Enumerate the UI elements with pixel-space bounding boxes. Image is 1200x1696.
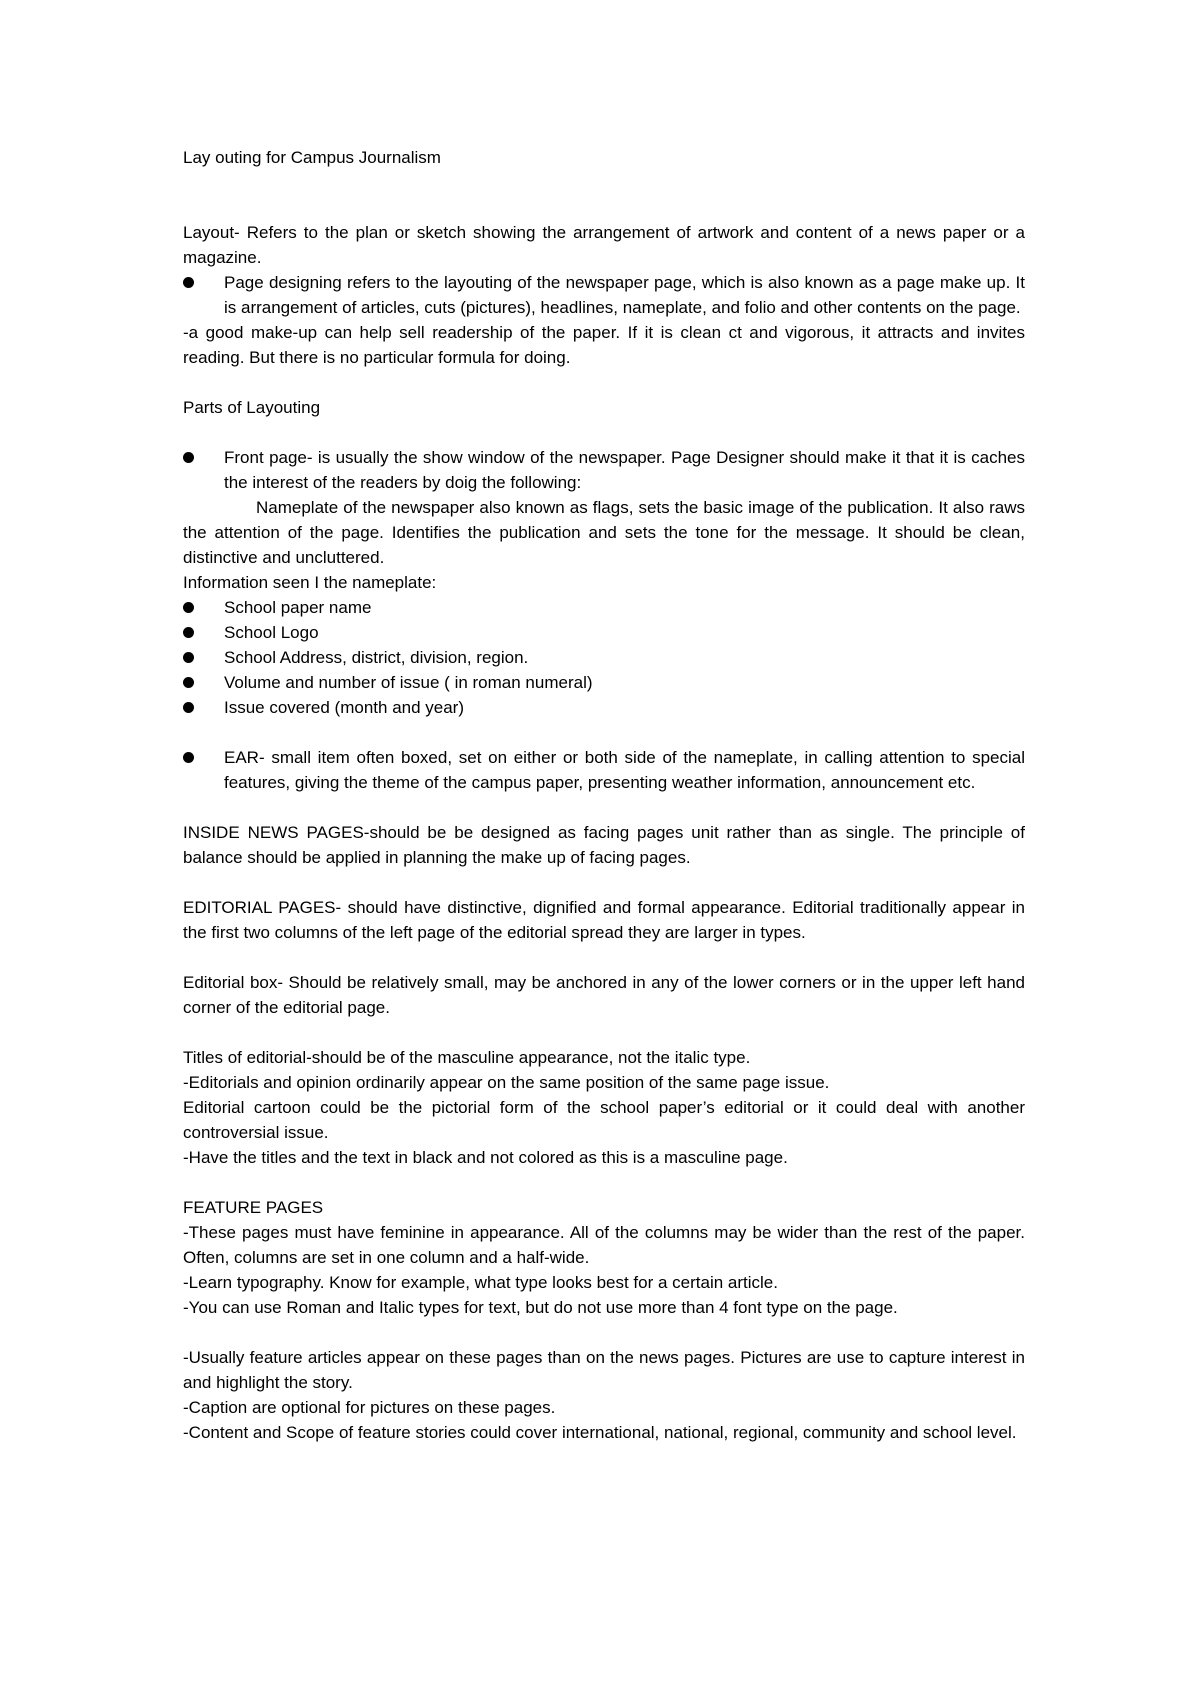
bullet-icon — [183, 752, 194, 763]
editorial-titles-line: Titles of editorial-should be of the masculine appearance, not the italic type. — [183, 1048, 751, 1067]
feature-line: -Usually feature articles appear on these pages than on the news pages. Pictures are use to capture interest in and highlight the story. — [183, 1348, 1025, 1392]
nameplate-item: School Logo — [224, 623, 319, 642]
bullet-icon — [183, 652, 194, 663]
bullet-icon — [183, 277, 194, 288]
bullet-icon — [183, 602, 194, 613]
editorial-titles-line: -Editorials and opinion ordinarily appear on the same position of the same page issue. — [183, 1073, 830, 1092]
ear-list — [183, 745, 1025, 795]
editorial-pages-paragraph: EDITORIAL PAGES- should have distinctive, dignified and formal appearance. Editorial traditionally appear in the first two columns of the left page of the editorial spread they are larger in types. — [183, 898, 1025, 942]
front-page-list — [183, 445, 1025, 495]
layout-definition: Layout- Refers to the plan or sketch showing the arrangement of artwork and content of a news paper or a magazine. — [183, 223, 1025, 267]
list-item — [183, 645, 1025, 670]
list-item — [183, 745, 1025, 795]
nameplate-info-heading: Information seen I the nameplate: — [183, 573, 437, 592]
ear-text: EAR- small item often boxed, set on either or both side of the nameplate, in calling attention to special features, giving the theme of the campus paper, presenting weather information, announcement etc. — [224, 748, 1025, 792]
feature-line: -You can use Roman and Italic types for text, but do not use more than 4 font type on the page. — [183, 1298, 898, 1317]
inside-news-paragraph: INSIDE NEWS PAGES-should be be designed as facing pages unit rather than as single. The principle of balance should be applied in planning the make up of facing pages. — [183, 823, 1025, 867]
feature-line: -These pages must have feminine in appearance. All of the columns may be wider than the rest of the paper. Often, columns are set in one column and a half-wide. — [183, 1223, 1025, 1267]
feature-line: -Learn typography. Know for example, what type looks best for a certain article. — [183, 1273, 778, 1292]
feature-line: -Content and Scope of feature stories could cover international, national, regional, community and school level. — [183, 1423, 1017, 1442]
feature-line: -Caption are optional for pictures on these pages. — [183, 1398, 556, 1417]
bullet-icon — [183, 677, 194, 688]
page-design-text: Page designing refers to the layouting of the newspaper page, which is also known as a page make up. It is arrangement of articles, cuts (pictures), headlines, nameplate, and folio and other contents on the page. — [224, 273, 1025, 317]
list-item — [183, 670, 1025, 695]
front-page-text: Front page- is usually the show window of the newspaper. Page Designer should make it that it is caches the interest of the readers by doig the following: — [224, 448, 1025, 492]
list-item — [183, 270, 1025, 320]
bullet-icon — [183, 702, 194, 713]
bullet-icon — [183, 627, 194, 638]
document-title: Lay outing for Campus Journalism — [183, 148, 441, 167]
nameplate-item: School Address, district, division, region. — [224, 648, 529, 667]
editorial-titles-line: -Have the titles and the text in black and not colored as this is a masculine page. — [183, 1148, 788, 1167]
bullet-icon — [183, 452, 194, 463]
nameplate-item: School paper name — [224, 598, 372, 617]
list-item — [183, 595, 1025, 620]
feature-heading: FEATURE PAGES — [183, 1198, 324, 1217]
document-page — [183, 145, 1025, 1445]
page-design-list — [183, 270, 1025, 320]
nameplate-item: Volume and number of issue ( in roman numeral) — [224, 673, 593, 692]
editorial-titles-line: Editorial cartoon could be the pictorial form of the school paper’s editorial or it could deal with another controversial issue. — [183, 1098, 1025, 1142]
nameplate-item: Issue covered (month and year) — [224, 698, 465, 717]
good-makeup-text: -a good make-up can help sell readership of the paper. If it is clean ct and vigorous, it attracts and invites reading. But there is no particular formula for doing. — [183, 323, 1025, 367]
list-item — [183, 695, 1025, 720]
list-item — [183, 445, 1025, 495]
list-item — [183, 620, 1025, 645]
nameplate-paragraph: Nameplate of the newspaper also known as flags, sets the basic image of the publication. It also raws the attention of the page. Identifies the publication and sets the tone for the message. It should be clean, distinctive and uncluttered. — [183, 498, 1025, 567]
nameplate-items-list — [183, 595, 1025, 720]
editorial-box-paragraph: Editorial box- Should be relatively small, may be anchored in any of the lower corners or in the upper left hand corner of the editorial page. — [183, 973, 1025, 1017]
parts-heading: Parts of Layouting — [183, 398, 321, 417]
